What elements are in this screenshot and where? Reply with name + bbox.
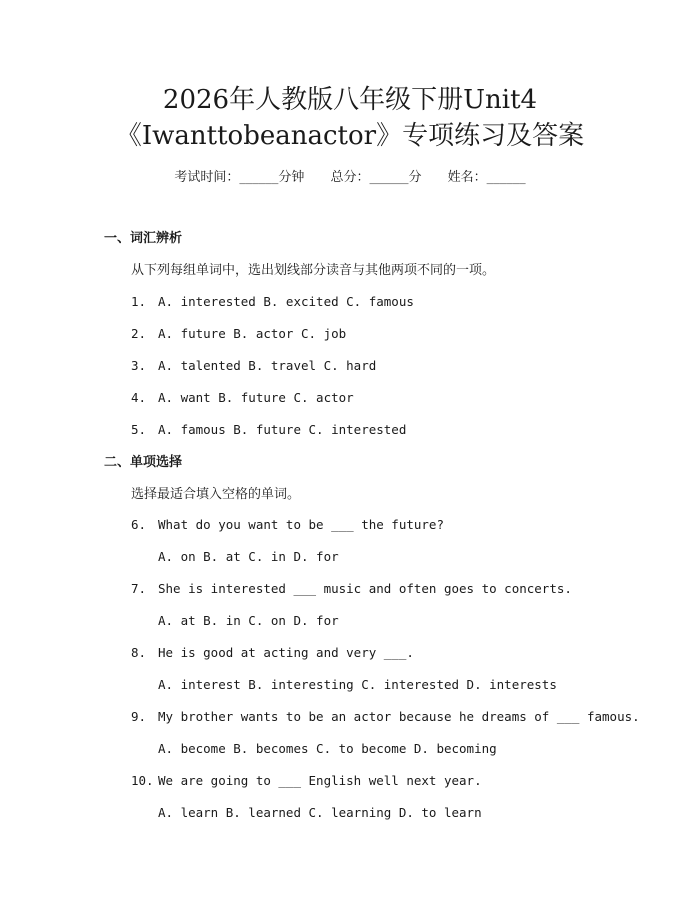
question-number: 5. [131,422,147,437]
total-score: 总分：______分 [330,170,422,185]
question-item [131,420,406,440]
section-instruction-vocabulary: 从下列每组单词中，选出划线部分读音与其他两项不同的一项。 [131,263,496,278]
question-number: 9. [131,709,147,724]
section-heading-vocabulary: 一、词汇辨析 [104,231,183,246]
question-options: A. learn B. learned C. learning D. to learn [158,805,482,820]
question-number: 1. [131,294,147,309]
question-text: What do you want to be ___ the future? [158,517,444,532]
question-number: 8. [131,645,147,660]
exam-meta [0,168,700,188]
question-options: A. interested B. excited C. famous [158,294,414,309]
question-item [131,324,346,344]
question-options: A. want B. future C. actor [158,390,354,405]
question-options: A. on B. at C. in D. for [158,549,339,564]
student-name: 姓名：______ [447,170,526,185]
question-number: 7. [131,581,147,596]
question-text: We are going to ___ English well next year. [158,773,482,788]
question-text: My brother wants to be an actor because he dreams of ___ famous. [158,709,640,724]
question-number: 4. [131,390,147,405]
question-number: 2. [131,326,147,341]
section-instruction-multiple-choice: 选择最适合填入空格的单词。 [131,487,301,502]
question-item [131,292,414,312]
question-item [131,771,482,791]
question-item [131,515,444,535]
question-text: She is interested ___ music and often goes to concerts. [158,581,572,596]
question-options: A. interest B. interesting C. interested D. interests [158,677,557,692]
exam-time: 考试时间：______分钟 [174,170,305,185]
question-item [131,643,414,663]
question-options: A. future B. actor C. job [158,326,347,341]
question-options: A. talented B. travel C. hard [158,358,377,373]
title-line-2: 《Iwanttobeanactor》专项练习及答案 [115,121,585,151]
section-heading-multiple-choice: 二、单项选择 [104,455,183,470]
question-number: 10. [131,773,154,788]
question-item [131,388,354,408]
question-item [131,356,376,376]
question-item [131,707,640,727]
question-item [131,579,572,599]
question-number: 6. [131,517,147,532]
question-text: He is good at acting and very ___. [158,645,414,660]
question-options: A. famous B. future C. interested [158,422,407,437]
question-number: 3. [131,358,147,373]
title-line-1: 2026年人教版八年级下册Unit4 [162,85,538,115]
question-options: A. at B. in C. on D. for [158,613,339,628]
question-options: A. become B. becomes C. to become D. becoming [158,741,497,756]
